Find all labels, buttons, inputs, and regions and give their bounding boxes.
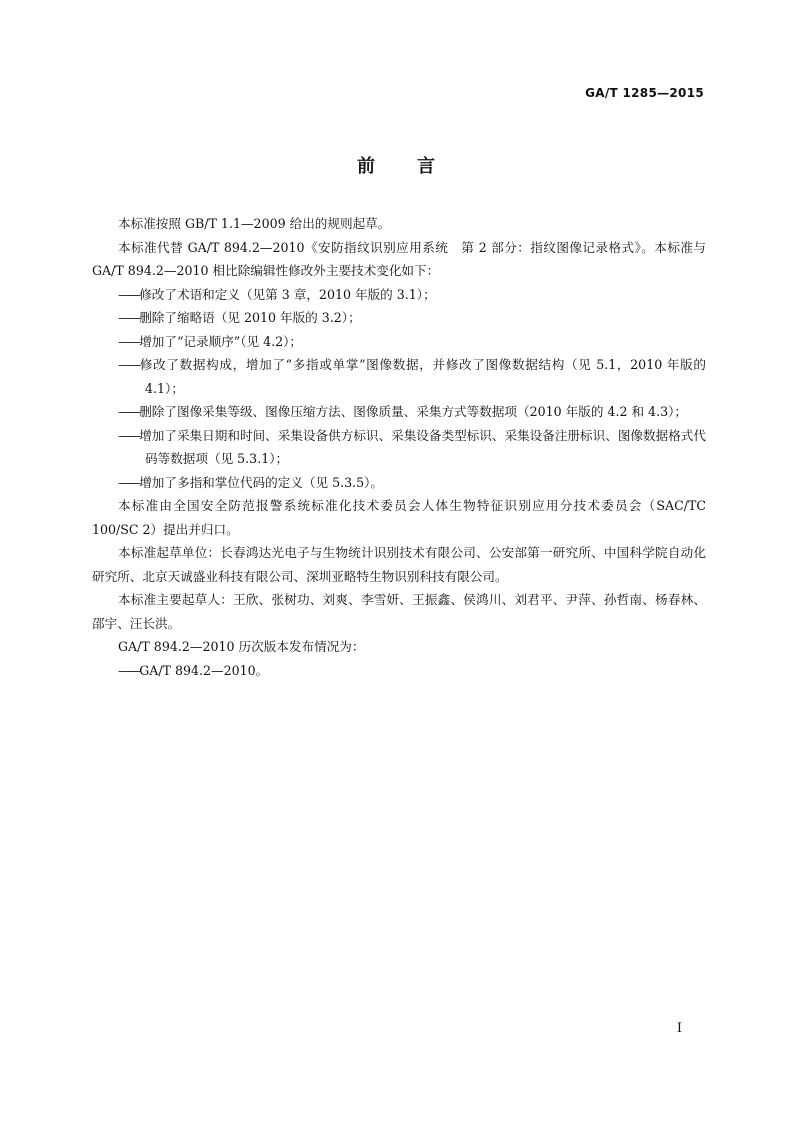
history-text: GA/T 894.2—2010。 — [139, 662, 269, 678]
change-text: 修改了术语和定义（见第 3 章，2010 年版的 3.1）； — [139, 286, 436, 302]
change-item — [92, 353, 706, 400]
change-text: 删除了缩略语（见 2010 年版的 3.2）； — [139, 310, 361, 325]
change-text: 修改了数据构成，增加了“多指或单掌”图像数据，并修改了图像数据结构（见 5.1，2010 年版的 4.1）； — [139, 357, 706, 396]
title-char-2: 言 — [417, 156, 437, 177]
change-text: 增加了采集日期和时间、采集设备供方标识、采集设备类型标识、采集设备注册标识、图像数据格式代码等数据项（见 5.3.1）； — [139, 427, 706, 466]
paragraph-drafting-rules: 本标准按照 GB/T 1.1—2009 给出的规则起草。 — [118, 216, 391, 231]
title-char-1: 前 — [357, 156, 377, 177]
change-item — [92, 471, 706, 495]
dash-mark: —— — [118, 286, 140, 302]
change-item — [92, 283, 706, 307]
change-item — [92, 330, 706, 354]
change-text: 增加了“记录顺序”（见 4.2）； — [139, 333, 303, 349]
foreword-body — [92, 212, 706, 682]
paragraph-drafting-units: 本标准起草单位：长春鸿达光电子与生物统计识别技术有限公司、公安部第一研究所、中国科学院自动化研究所、北京天诚盛业科技有限公司、深圳亚略特生物识别科技有限公司。 — [92, 545, 706, 584]
standard-number: GA/T 1285—2015 — [585, 86, 704, 100]
change-item — [92, 424, 706, 471]
paragraph-drafters: 本标准主要起草人：王欣、张树功、刘爽、李雪妍、王振鑫、侯鸿川、刘君平、尹萍、孙哲南、杨春林、邵宇、汪长洪。 — [92, 592, 706, 631]
dash-mark: —— — [118, 404, 140, 419]
change-item — [92, 400, 706, 424]
dash-mark: —— — [118, 310, 140, 325]
change-item — [92, 306, 706, 330]
dash-mark: —— — [118, 427, 140, 443]
history-item — [92, 659, 706, 683]
page-number: I — [676, 1021, 682, 1036]
dash-mark: —— — [118, 357, 140, 372]
change-text: 增加了多指和掌位代码的定义（见 5.3.5）。 — [139, 474, 384, 490]
dash-mark: —— — [118, 662, 140, 678]
page-title — [0, 152, 794, 178]
paragraph-history: GA/T 894.2—2010 历次版本发布情况为： — [118, 639, 365, 654]
paragraph-proposer: 本标准由全国安全防范报警系统标准化技术委员会人体生物特征识别应用分技术委员会（SAC/TC 100/SC 2）提出并归口。 — [92, 498, 706, 537]
dash-mark: —— — [118, 474, 140, 490]
dash-mark: —— — [118, 333, 140, 349]
change-text: 删除了图像采集等级、图像压缩方法、图像质量、采集方式等数据项（2010 年版的 4.2 和 4.3）； — [139, 404, 687, 419]
paragraph-replacement: 本标准代替 GA/T 894.2—2010《安防指纹识别应用系统 第 2 部分：指纹图像记录格式》。本标准与 GA/T 894.2—2010 相比除编辑性修改外主要技术变化如下： — [92, 239, 706, 278]
